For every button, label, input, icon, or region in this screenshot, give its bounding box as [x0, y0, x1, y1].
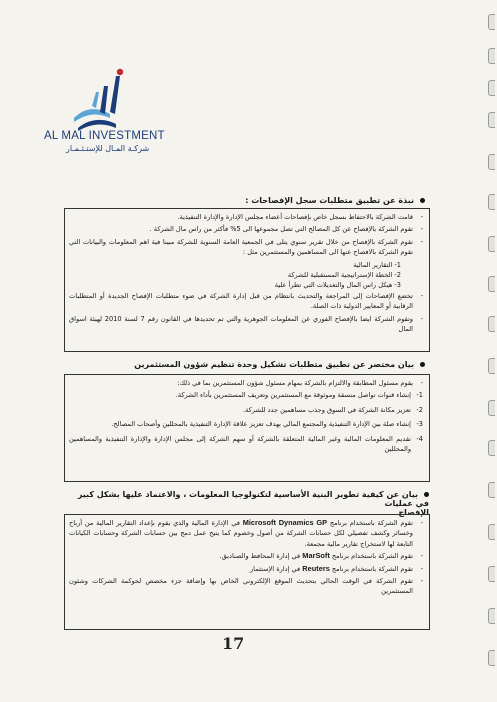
section-heading-text: بيان مختصر عن تطبيق متطلبات تشكيل وحدة تنظيم شؤون المستثمرين	[134, 360, 414, 369]
list-item: - قامت الشركة بالاحتفاظ بسجل خاص بإفصاحات أعضاء مجلس الإدارة والإدارة التنفيذية.	[177, 213, 423, 221]
list-item: - تقوم الشركة في الوقت الحالي بتحديث الموقع الإلكتروني الخاص بها وإضافة جزء مخصص لحوكمة الشركات وشئون المستثمرين	[69, 577, 423, 596]
logo-name-ar: شركـة المـال للإستـثـمـار	[66, 144, 150, 153]
numbered-item: 4- تقديم المعلومات المالية وغير المالية المتعلقة بالشركة أو سهم الشركة إلى مجلس الإدارة والإدارة التنفيذية والمساهمين والمحللين	[69, 434, 423, 454]
binder-tab	[488, 194, 495, 210]
bullet-icon	[424, 492, 429, 497]
section-heading	[69, 490, 429, 517]
it-infrastructure-box	[64, 514, 430, 630]
list-item: - تقوم الشركة باستخدام برنامج Microsoft Dynamics GP في الإدارة المالية والذي يقوم بإعداد التقارير المالية من أرباح وخسائر وكشف تفصيلي لكل حسابات الشركة من أصول وخصوم كما يتيح عمل دمج بين حسابات الشركة وحسابات الكيانات التابعة لها لاستخراج تقارير مالية مجمعة.	[69, 518, 423, 548]
bullet-icon	[420, 198, 425, 203]
bullet-icon	[420, 362, 425, 367]
binder-tab	[488, 276, 495, 292]
numbered-item: 3- إنشاء صلة بين الإدارة التنفيذية والمجتمع المالي بهدف تعزيز علاقة الإدارة التنفيذية بالمحللين وأصحاب المصالح.	[111, 420, 423, 429]
binder-tab	[488, 80, 495, 96]
binder-tab	[488, 482, 495, 498]
binder-tab	[488, 608, 495, 624]
disclosure-box	[64, 208, 430, 352]
sub-item: 1- التقارير المالية	[353, 260, 401, 269]
list-item: - تخضع الإفصاحات إلى المراجعة والتحديث بانتظام من قبل إدارة الشركة في ضوء متطلبات الإفصاح الجديدة أو المتطلبات الرقابية أو المعايير الدولية ذات الصلة.	[69, 291, 423, 311]
binder-tab	[488, 48, 495, 64]
section-heading-text: بيان عن كيفية تطوير البنية الأساسية لتكنولوجيا المعلومات ، والاعتماد عليها بشكل كبير في عمليات	[77, 490, 429, 508]
list-item: - تقوم الشركة بالإفصاح عن كل المصالح التي تصل مجموعها الى 5% فأكثر من راس مال الشركة .	[149, 225, 423, 234]
binder-tab	[488, 358, 495, 374]
binder-tab	[488, 14, 495, 30]
binder-tab	[488, 112, 495, 128]
page-number: 17	[222, 634, 245, 653]
sub-item: 2- الخطة الإستراتيجية المستقبلية للشركة	[287, 271, 401, 280]
section-heading-text: الإفصاح	[398, 508, 429, 517]
al-mal-logo-icon	[70, 68, 134, 132]
section-heading-text: نبذة عن تطبيق متطلبات سجل الإفصاحات :	[245, 196, 414, 205]
investor-relations-box	[64, 374, 430, 482]
list-item: - تقوم الشركة بالإفصاح من خلال تقرير سنوي يتلى في الجمعية العامة السنوية للشركة مبينا فية اهم المعلومات والبيانات التي تقوم الشركة بالافصاح عنها الى المساهمين والمستثمرين مثل :	[69, 237, 423, 257]
binder-tab	[488, 236, 495, 252]
numbered-item: 1- إنشاء قنوات تواصل منسقة وموثوقة مع المستثمرين وتعريف المستثمرين بأداء الشركة.	[175, 391, 423, 400]
binder-tab	[488, 154, 495, 170]
logo-name-en: AL MAL INVESTMENT	[44, 130, 165, 142]
binder-tab	[488, 440, 495, 456]
list-item: - تقوم الشركة باستخدام برنامج MarSoft في إدارة المحافظ والصناديق.	[219, 551, 423, 561]
numbered-item: 2- تعزيز مكانة الشركة في السوق وجذب مساهمين جدد للشركة.	[243, 405, 423, 414]
binder-tab	[488, 566, 495, 582]
section-heading	[134, 360, 425, 369]
sub-item: 3- هيكل راس المال والتعديلات التي تطرأ علية	[274, 281, 401, 290]
company-logo	[44, 68, 164, 158]
binder-tab	[488, 316, 495, 332]
binder-tab	[488, 524, 495, 540]
section-heading	[245, 196, 425, 205]
list-item: - تقوم الشركة باستخدام برنامج Reuters في إدارة الإستثمار	[250, 563, 423, 573]
binder-tab	[488, 400, 495, 416]
binder-tab	[488, 650, 495, 666]
list-item: - وتقوم الشركة ايضا بالإفصاح الفوري عن المعلومات الجوهرية والتي تم تحديدها في القانون رقم 7 لسنة 2010 لهيئة اسواق المال	[69, 314, 423, 334]
list-item: - يقوم مسئول المطابقة والالتزام بالشركة بمهام مسئول شؤون المستثمرين بما في ذلك:	[177, 379, 423, 387]
